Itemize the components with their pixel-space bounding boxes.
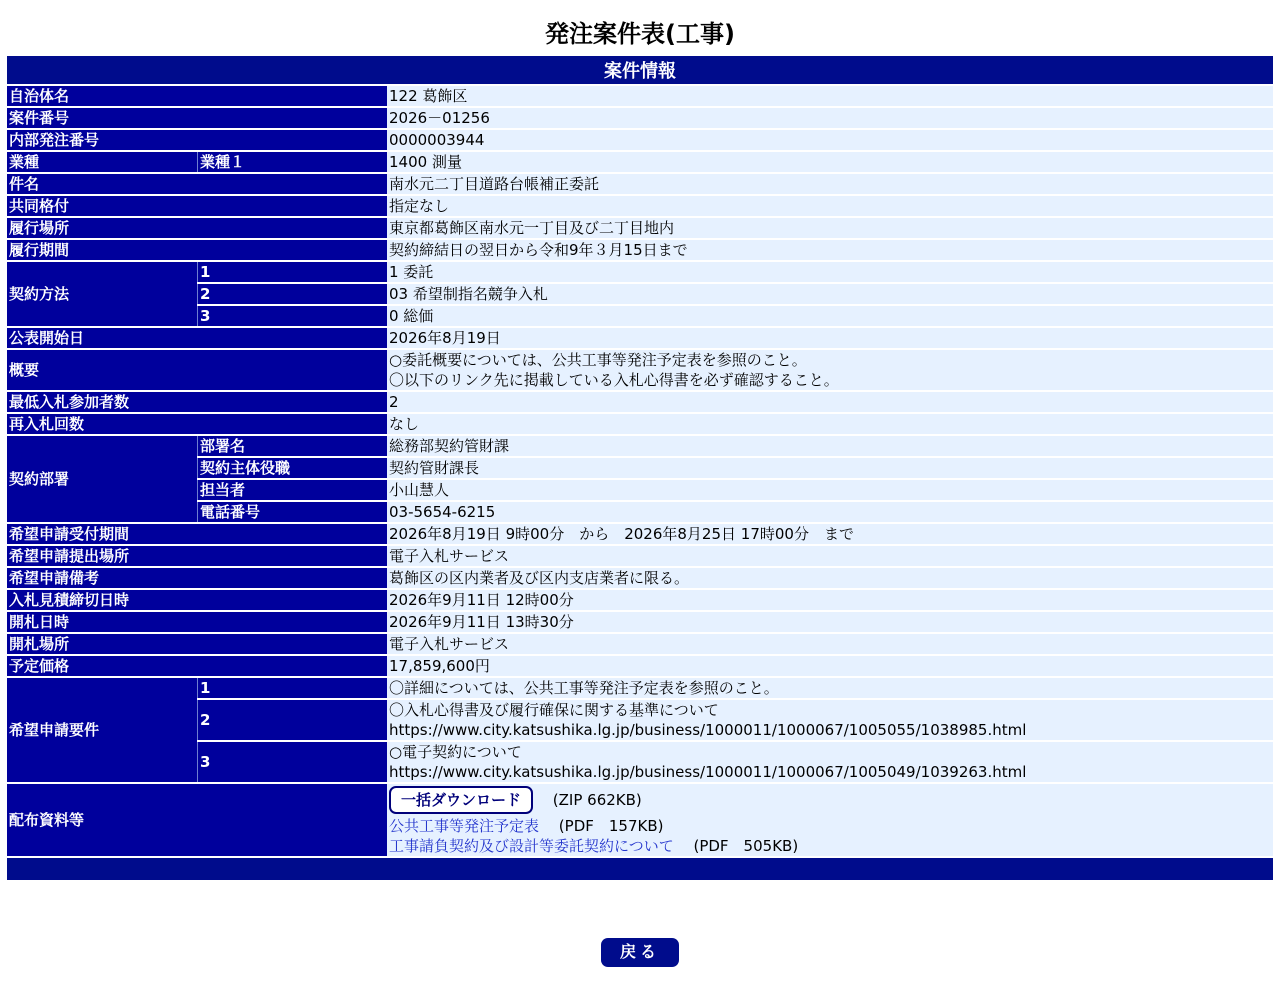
row-label: 希望申請備考 [7, 568, 387, 588]
file-line [389, 816, 1271, 836]
row-value: 0 総価 [387, 306, 1273, 326]
table-row [7, 196, 1273, 216]
row-value: 03 希望制指名競争入札 [387, 284, 1273, 304]
row-label: 内部発注番号 [7, 130, 387, 150]
row-label: 契約部署 [7, 436, 197, 522]
row-value: なし [387, 414, 1273, 434]
table-row [7, 108, 1273, 128]
row-value [387, 742, 1273, 782]
table-row [7, 306, 1273, 326]
row-value: 17,859,600円 [387, 656, 1273, 676]
row-sublabel: 1 [197, 678, 387, 698]
page-title: 発注案件表(工事) [545, 20, 735, 48]
table-row [7, 174, 1273, 194]
row-label: 開札日時 [7, 612, 387, 632]
requirement-url: https://www.city.katsushika.lg.jp/business/1000011/1000067/1005049/1039263.html [389, 763, 1027, 781]
table-row [7, 784, 1273, 856]
table-row [7, 218, 1273, 238]
file-line [389, 836, 1271, 856]
row-value: 122 葛飾区 [387, 86, 1273, 106]
row-value: 2026年8月19日 [387, 328, 1273, 348]
section-header: 案件情報 [7, 56, 1273, 84]
row-value: 1400 測量 [387, 152, 1273, 172]
row-sublabel: 1 [197, 262, 387, 282]
table-row [7, 262, 1273, 282]
row-sublabel: 電話番号 [197, 502, 387, 522]
row-label: 希望申請受付期間 [7, 524, 387, 544]
table-row [7, 152, 1273, 172]
row-value: 小山慧人 [387, 480, 1273, 500]
table-row [7, 612, 1273, 632]
row-value: 2026－01256 [387, 108, 1273, 128]
row-sublabel: 契約主体役職 [197, 458, 387, 478]
row-label: 配布資料等 [7, 784, 387, 856]
row-value: 東京都葛飾区南水元一丁目及び二丁目地内 [387, 218, 1273, 238]
row-label: 案件番号 [7, 108, 387, 128]
table-row [7, 480, 1273, 500]
table-row [7, 240, 1273, 260]
row-value: 2026年8月19日 9時00分 から 2026年8月25日 17時00分 まで [387, 524, 1273, 544]
download-line [389, 784, 1271, 816]
row-label: 件名 [7, 174, 387, 194]
table-row [7, 130, 1273, 150]
row-value: 0000003944 [387, 130, 1273, 150]
requirement-line: ○電子契約について [389, 743, 522, 761]
table-row [7, 546, 1273, 566]
bulk-download-button[interactable]: 一括ダウンロード [389, 786, 533, 814]
table-row [7, 392, 1273, 412]
table-row [7, 678, 1273, 698]
table-row [7, 700, 1273, 740]
row-sublabel: 部署名 [197, 436, 387, 456]
table-row [7, 524, 1273, 544]
row-value [387, 350, 1273, 390]
table-row [7, 568, 1273, 588]
row-label: 開札場所 [7, 634, 387, 654]
row-value: 電子入札サービス [387, 546, 1273, 566]
row-sublabel: 2 [197, 284, 387, 304]
table-row [7, 328, 1273, 348]
table-row [7, 414, 1273, 434]
row-value [387, 784, 1273, 856]
table-row [7, 742, 1273, 782]
row-sublabel: 3 [197, 742, 387, 782]
row-value [387, 700, 1273, 740]
row-value [387, 678, 1273, 698]
table-row [7, 458, 1273, 478]
row-label: 入札見積締切日時 [7, 590, 387, 610]
overview-line-1: ○委託概要については、公共工事等発注予定表を参照のこと。 [389, 351, 807, 369]
table-row [7, 656, 1273, 676]
row-value: 1 委託 [387, 262, 1273, 282]
row-value: 南水元二丁目道路台帳補正委託 [387, 174, 1273, 194]
row-label: 予定価格 [7, 656, 387, 676]
row-value: 2 [387, 392, 1273, 412]
row-label: 契約方法 [7, 262, 197, 326]
download-size: (ZIP 662KB) [537, 791, 642, 809]
row-label: 業種 [7, 152, 197, 172]
row-label: 共同格付 [7, 196, 387, 216]
table-footer-bar [7, 858, 1273, 880]
table-row [7, 284, 1273, 304]
row-label: 履行場所 [7, 218, 387, 238]
file-size: (PDF 157KB) [543, 817, 664, 835]
row-sublabel: 3 [197, 306, 387, 326]
row-value: 2026年9月11日 13時30分 [387, 612, 1273, 632]
file-link-contract[interactable]: 工事請負契約及び設計等委託契約について [389, 837, 674, 855]
row-sublabel: 2 [197, 700, 387, 740]
row-value: 契約締結日の翌日から令和9年３月15日まで [387, 240, 1273, 260]
case-info-table [7, 54, 1273, 882]
table-row [7, 350, 1273, 390]
requirement-line: 〇詳細については、公共工事等発注予定表を参照のこと。 [389, 679, 779, 697]
table-row [7, 86, 1273, 106]
row-value: 葛飾区の区内業者及び区内支店業者に限る。 [387, 568, 1273, 588]
row-label: 再入札回数 [7, 414, 387, 434]
row-sublabel: 業種１ [197, 152, 387, 172]
row-label: 概要 [7, 350, 387, 390]
file-size: (PDF 505KB) [678, 837, 799, 855]
row-value: 総務部契約管財課 [387, 436, 1273, 456]
table-row [7, 502, 1273, 522]
table-row [7, 590, 1273, 610]
row-value: 2026年9月11日 12時00分 [387, 590, 1273, 610]
row-value: 電子入札サービス [387, 634, 1273, 654]
back-button[interactable]: 戻る [601, 938, 679, 967]
row-label: 公表開始日 [7, 328, 387, 348]
row-label: 自治体名 [7, 86, 387, 106]
requirement-url: https://www.city.katsushika.lg.jp/business/1000011/1000067/1005055/1038985.html [389, 721, 1027, 739]
row-label: 希望申請提出場所 [7, 546, 387, 566]
table-row [7, 634, 1273, 654]
table-row [7, 436, 1273, 456]
row-value: 指定なし [387, 196, 1273, 216]
row-label: 最低入札参加者数 [7, 392, 387, 412]
row-label: 希望申請要件 [7, 678, 197, 782]
row-value: 03-5654-6215 [387, 502, 1273, 522]
overview-line-2: 〇以下のリンク先に掲載している入札心得書を必ず確認すること。 [389, 371, 839, 389]
row-value: 契約管財課長 [387, 458, 1273, 478]
file-link-schedule[interactable]: 公共工事等発注予定表 [389, 817, 540, 835]
requirement-line: 〇入札心得書及び履行確保に関する基準について [389, 701, 719, 719]
row-label: 履行期間 [7, 240, 387, 260]
row-sublabel: 担当者 [197, 480, 387, 500]
